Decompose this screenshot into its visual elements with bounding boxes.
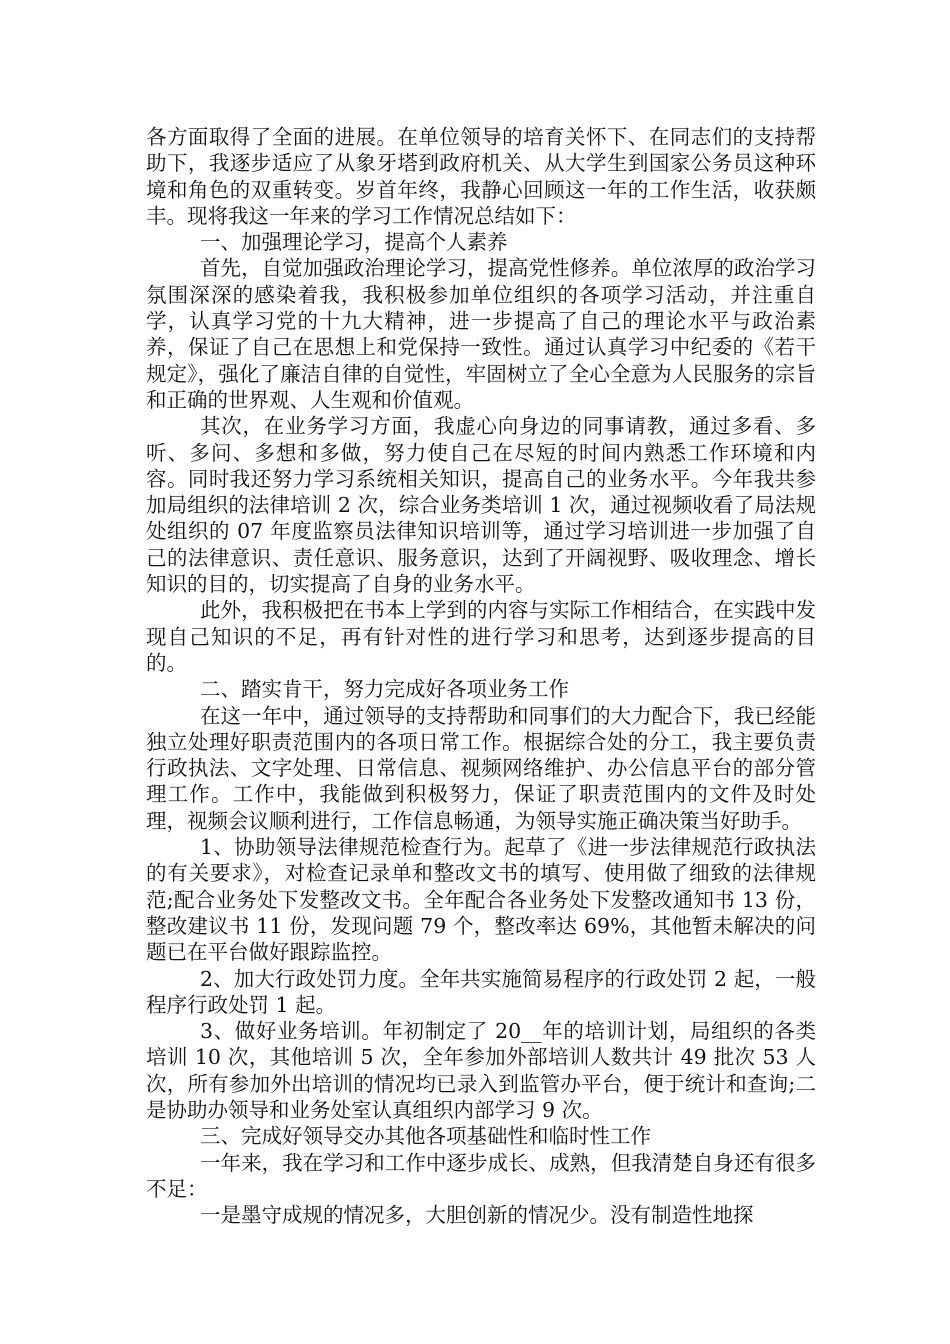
section-heading-1: 一、加强理论学习，提高个人素养: [200, 230, 508, 255]
section-heading-2: 二、踏实肯干，努力完成好各项业务工作: [200, 677, 569, 702]
paragraph-shortcoming-1: 一是墨守成规的情况多，大胆创新的情况少。没有制造性地探: [200, 1203, 754, 1228]
paragraph-daily-work: 在这一年中，通过领导的支持帮助和同事们的大力配合下，我已经能独立处理好职责范围内的各项日常工作。根据综合处的分工，我主要负责行政执法、文字处理、日常信息、视频网络维护、办公信息平台的部分管理工作。工作中，我能做到积极努力，保证了职责范围内的文件及时处理，视频会议顺利进行，工作信息畅通，为领导实施正确决策当好助手。: [146, 703, 816, 833]
paragraph-shortcomings: 一年来，我在学习和工作中逐步成长、成熟，但我清楚自身还有很多不足：: [146, 1150, 816, 1201]
paragraph-practice: 此外，我积极把在书本上学到的内容与实际工作相结合，在实践中发现自己知识的不足，再有针对性的进行学习和思考，达到逐步提高的目的。: [146, 598, 816, 675]
section-heading-3: 三、完成好领导交办其他各项基础性和临时性工作: [200, 1124, 651, 1149]
document-body: [146, 124, 816, 1228]
paragraph-theory-study: 首先，自觉加强政治理论学习，提高党性修养。单位浓厚的政治学习氛围深深的感染着我，我积极参加单位组织的各项学习活动，并注重自学，认真学习党的十九大精神，进一步提高了自己的理论水平与政治素养，保证了自己在思想上和党保持一致性。通过认真学习中纪委的《若干规定》，强化了廉洁自律的自觉性，牢固树立了全心全意为人民服务的宗旨和正确的世界观、人生观和价值观。: [146, 256, 816, 412]
paragraph-business-study: 其次，在业务学习方面，我虚心向身边的同事请教，通过多看、多听、多问、多想和多做，努力使自己在尽短的时间内熟悉工作环境和内容。同时我还努力学习系统相关知识，提高自己的业务水平。今年我共参加局组织的法律培训 2 次，综合业务类培训 1 次，通过视频收看了局法规处组织的 07 年度监察员法律知识培训等，通过学习培训进一步加强了自己的法律意识、责任意识、服务意识，达到了开阔视野、吸收理念、增长知识的目的，切实提高了自身的业务水平。: [146, 414, 816, 597]
paragraph-item-1: 1、协助领导法律规范检查行为。起草了《进一步法律规范行政执法的有关要求》，对检查记录单和整改文书的填写、使用做了细致的法律规范;配合业务处下发整改文书。全年配合各业务处下发整改通知书 13 份，整改建议书 11 份，发现问题 79 个，整改率达 69%，其他暂未解决的问题已在平台做好跟踪监控。: [146, 835, 816, 965]
paragraph-item-3: 3、做好业务培训。年初制定了 20__年的培训计划，局组织的各类培训 10 次，其他培训 5 次，全年参加外部培训人数共计 49 批次 53 人次，所有参加外出培训的情况均已录入到监管办平台，便于统计和查询;二是协助办领导和业务处室认真组织内部学习 9 次。: [146, 1019, 816, 1122]
paragraph-intro: 各方面取得了全面的进展。在单位领导的培育关怀下、在同志们的支持帮助下，我逐步适应了从象牙塔到政府机关、从大学生到国家公务员这种环境和角色的双重转变。岁首年终，我静心回顾这一年的工作生活，收获颇丰。现将我这一年来的学习工作情况总结如下：: [146, 125, 816, 228]
paragraph-item-2: 2、加大行政处罚力度。全年共实施简易程序的行政处罚 2 起，一般程序行政处罚 1 起。: [146, 966, 816, 1017]
